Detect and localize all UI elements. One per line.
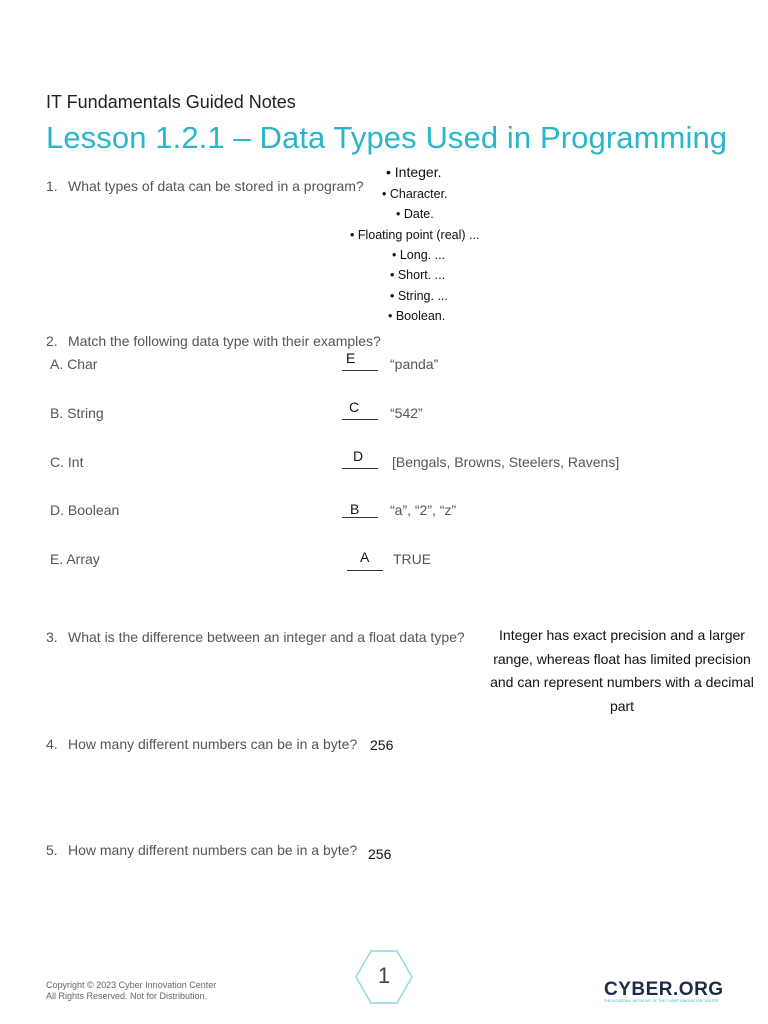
match-term: E. Array — [50, 551, 100, 567]
q1-answer-item: • Floating point (real) ... — [350, 228, 480, 242]
match-answer: B — [350, 501, 360, 517]
q5-answer: 256 — [368, 846, 392, 862]
match-example: “a”, “2”, “z” — [390, 502, 457, 518]
match-example: TRUE — [393, 551, 432, 567]
question-1 — [46, 178, 364, 194]
match-example: “panda” — [390, 356, 439, 372]
question-number: 1. — [46, 178, 58, 194]
question-5 — [46, 842, 357, 858]
match-term: D. Boolean — [50, 502, 120, 518]
question-number: 2. — [46, 333, 58, 349]
cyber-org-logo — [604, 980, 728, 1006]
q1-answer-item: • Date. — [396, 207, 434, 221]
question-text: What is the difference between an integer and a float data type? — [68, 629, 465, 645]
q1-answer-item: • Character. — [382, 187, 448, 201]
logo-tagline: THE ACADEMIC INITIATIVE OF THE CYBER INNOVATION CENTER — [604, 999, 719, 1003]
question-text: How many different numbers can be in a byte? — [68, 842, 358, 858]
match-answer: D — [353, 448, 364, 464]
lesson-title: Lesson 1.2.1 – Data Types Used in Programming — [46, 120, 728, 155]
question-text: Match the following data type with their examples? — [68, 333, 381, 349]
answer-blank — [342, 419, 378, 420]
answer-blank — [342, 517, 378, 518]
q1-answer-item: • Boolean. — [388, 309, 446, 323]
question-text: What types of data can be stored in a program? — [68, 178, 364, 194]
page-number: 1 — [377, 963, 391, 988]
question-number: 4. — [46, 736, 58, 752]
answer-blank — [342, 370, 378, 371]
question-number: 5. — [46, 842, 58, 858]
match-answer: A — [360, 549, 370, 565]
match-answer: E — [346, 350, 356, 366]
question-3 — [46, 629, 465, 645]
q3-answer: Integer has exact precision and a larger range, whereas float has limited precision and can represent numbers with a decimal part — [490, 627, 754, 714]
question-text: How many different numbers can be in a byte? — [68, 736, 358, 752]
logo-text: CYBER.ORG — [604, 979, 724, 1000]
q1-answer-item: • Integer. — [386, 164, 442, 180]
match-example: [Bengals, Browns, Steelers, Ravens] — [392, 454, 620, 470]
copyright-line: Copyright © 2023 Cyber Innovation Center — [46, 980, 217, 990]
question-2 — [46, 333, 381, 349]
answer-blank — [342, 468, 378, 469]
match-term: A. Char — [50, 356, 98, 372]
match-term: C. Int — [50, 454, 84, 470]
question-number: 3. — [46, 629, 58, 645]
q1-answer-item: • String. ... — [390, 289, 448, 303]
match-term: B. String — [50, 405, 104, 421]
q4-answer: 256 — [370, 737, 394, 753]
match-example: “542” — [390, 405, 423, 421]
match-answer: C — [349, 399, 360, 415]
answer-blank — [347, 570, 383, 571]
rights-line: All Rights Reserved. Not for Distribution. — [46, 991, 208, 1001]
course-title: IT Fundamentals Guided Notes — [46, 92, 296, 112]
question-4 — [46, 736, 357, 752]
q1-answer-item: • Long. ... — [392, 248, 446, 262]
copyright-notice — [46, 980, 216, 1002]
q1-answer-item: • Short. ... — [390, 268, 446, 282]
